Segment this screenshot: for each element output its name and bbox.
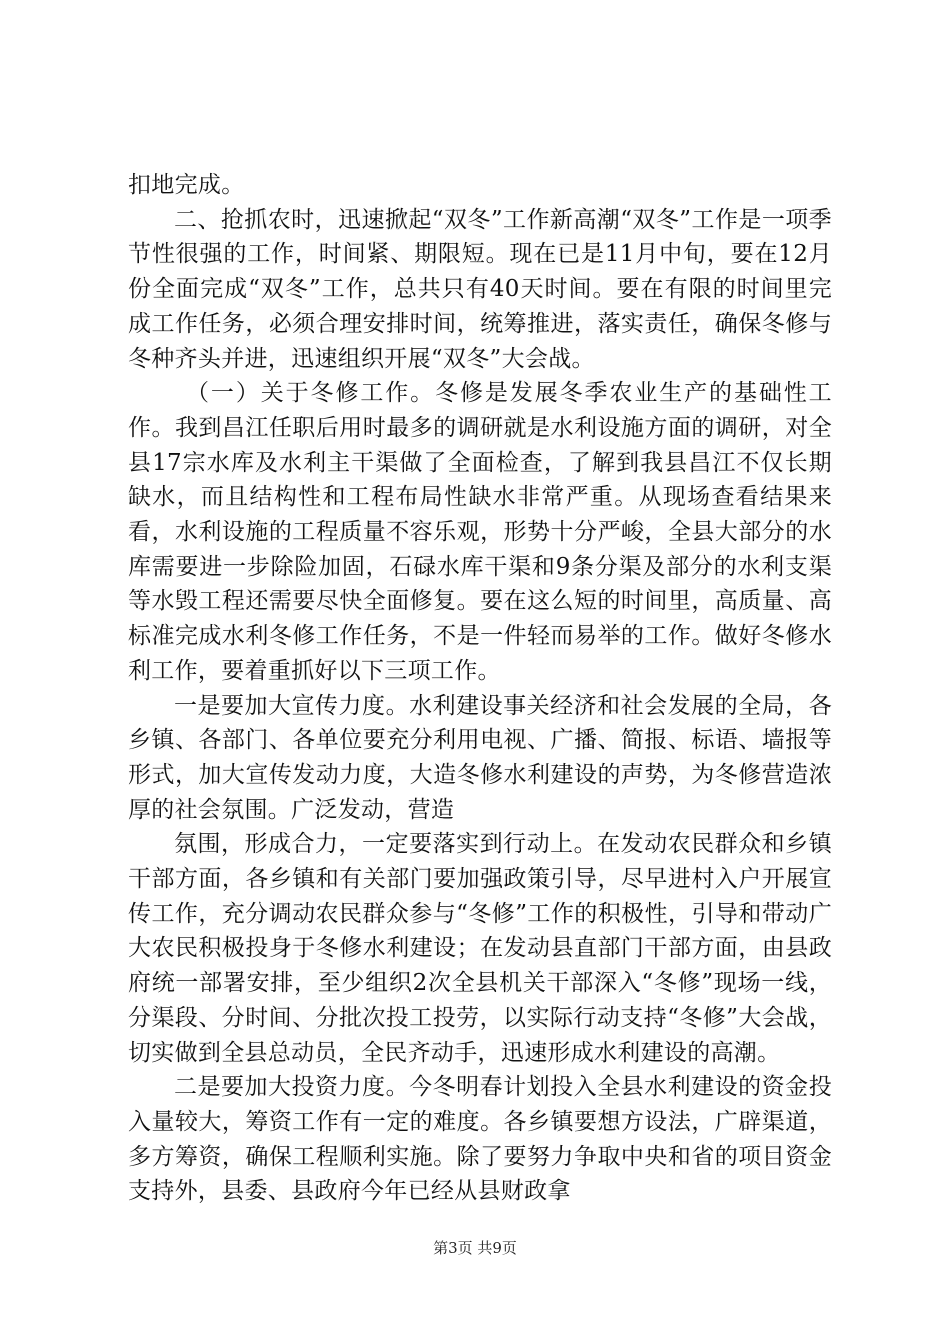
paragraph-winter-repair: （一）关于冬修工作。冬修是发展冬季农业生产的基础性工作。我到昌江任职后用时最多的调研就是水利设施方面的调研，对全县17宗水库及水利主干渠做了全面检查，了解到我县昌江不仅长期缺水，而且结构性和工程布局性缺水非常严重。从现场查看结果来看，水利设施的工程质量不容乐观，形势十分严峻，全县大部分的水库需要进一步除险加固，石碌水库干渠和9条分渠及部分的水利支渠等水毁工程还需要尽快全面修复。要在这么短的时间里，高质量、高标准完成水利冬修工作任务，不是一件轻而易举的工作。做好冬修水利工作，要着重抓好以下三项工作。 xyxy=(128,380,832,684)
paragraph-section-two: 二、抢抓农时，迅速掀起“双冬”工作新高潮“双冬”工作是一项季节性很强的工作，时间紧、期限短。现在已是11月中旬，要在12月份全面完成“双冬”工作，总共只有40天时间。要在有限的时间里完成工作任务，必须合理安排时间，统筹推进，落实责任，确保冬修与冬种齐头并进，迅速组织开展“双冬”大会战。 xyxy=(128,206,832,372)
page-footer: 第3页 共9页 xyxy=(433,1239,517,1257)
paragraph-investment: 二是要加大投资力度。今冬明春计划投入全县水利建设的资金投入量较大，筹资工作有一定的难度。各乡镇要想方设法，广辟渠道，多方筹资，确保工程顺利实施。除了要努力争取中央和省的项目资金支持外，县委、县政府今年已经从县财政拿 xyxy=(128,1074,832,1205)
document-body xyxy=(128,168,832,1209)
paragraph-publicity: 一是要加大宣传力度。水利建设事关经济和社会发展的全局，各乡镇、各部门、各单位要充分利用电视、广播、简报、标语、墙报等形式，加大宣传发动力度，大造冬修水利建设的声势，为冬修营造浓厚的社会氛围。广泛发动，营造 xyxy=(128,692,832,823)
paragraph-mobilization: 氛围，形成合力，一定要落实到行动上。在发动农民群众和乡镇干部方面，各乡镇和有关部门要加强政策引导，尽早进村入户开展宣传工作，充分调动农民群众参与“冬修”工作的积极性，引导和带动广大农民积极投身于冬修水利建设；在发动县直部门干部方面，由县政府统一部署安排，至少组织2次全县机关干部深入“冬修”现场一线，分渠段、分时间、分批次投工投劳，以实际行动支持“冬修”大会战，切实做到全县总动员，全民齐动手，迅速形成水利建设的高潮。 xyxy=(128,831,832,1066)
paragraph-continuation: 扣地完成。 xyxy=(128,172,245,198)
